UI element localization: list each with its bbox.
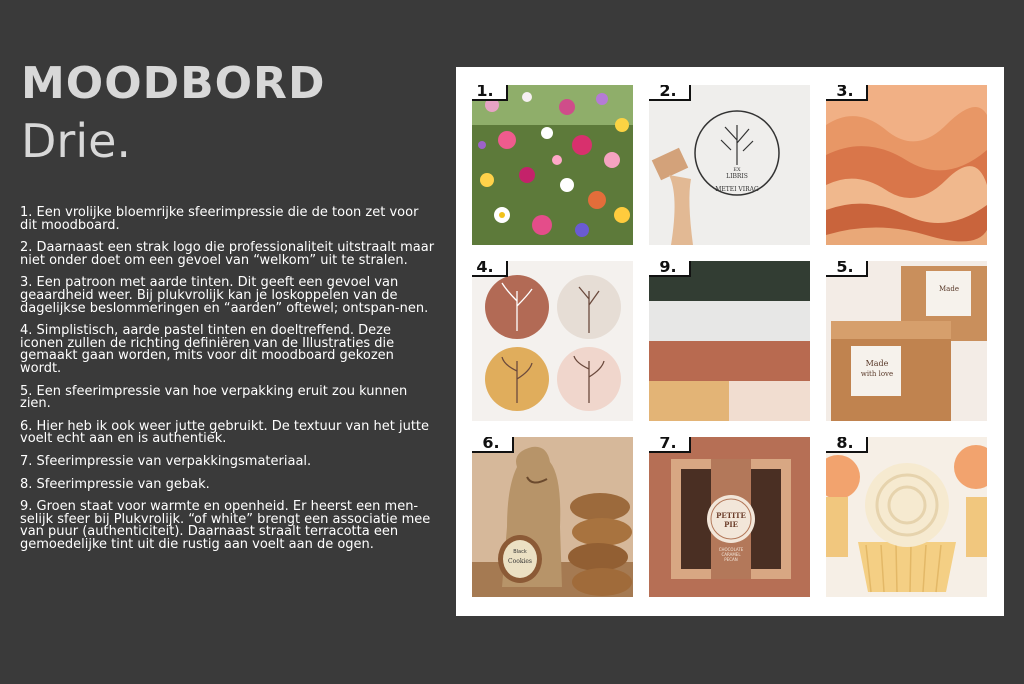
note-9: 9. Groen staat voor warmte en openheid. Er heerst een men-selijk sfeer bij Plukvrolijk. “of white” brengt een associatie mee van puur (authenticiteit). Daarnaast straalt terracotta een gemoedelijke tint uit die rustig aan voelt aan de ogen. xyxy=(20,499,431,552)
cupcakes-illustration xyxy=(826,437,987,597)
note-3: 3. Een patroon met aarde tinten. Dit geeft een gevoel van geaardheid weer. Bij plukvrolijk kan je loskoppelen van de dagelijkse beslommeringen en “aarden” oftewel; ontspan-nen. xyxy=(20,275,429,316)
palette-swatch-terracotta xyxy=(649,341,810,381)
moodboard-grid xyxy=(456,67,1004,616)
tile-pie-box-image xyxy=(649,437,810,597)
tile-label-7: 7. xyxy=(649,437,691,453)
tile-label-6: 6. xyxy=(472,437,514,453)
tile-label-9: 9. xyxy=(649,261,691,277)
tile-flowers-image xyxy=(472,85,633,245)
tile-icons-image xyxy=(472,261,633,421)
logo-text-1: EX xyxy=(733,167,741,173)
tile-palette xyxy=(649,261,810,421)
pie-flavor-text: CHOCOLATE CARAMEL PECAN xyxy=(718,547,744,562)
tile-cupcakes-image xyxy=(826,437,987,597)
tile-packaging-image xyxy=(826,261,987,421)
pie-brand-text: PETITE PIE xyxy=(716,511,746,529)
tag-text-1: Black xyxy=(513,549,527,555)
pastel-icons-illustration xyxy=(472,261,633,421)
tile-label-4: 4. xyxy=(472,261,508,277)
palette-swatch-ochre xyxy=(649,381,729,421)
note-5: 5. Een sfeerimpressie van hoe verpakking eruit zou kunnen zien. xyxy=(20,383,408,412)
tile-logo-image xyxy=(649,85,810,245)
note-1: 1. Een vrolijke bloemrijke sfeerimpressie die de toon zet voor dit moodboard. xyxy=(20,205,419,233)
tile-label-3: 3. xyxy=(826,85,868,101)
tile-earth-pattern-image xyxy=(826,85,987,245)
tag-text-2: Cookies xyxy=(508,558,532,565)
notes-list xyxy=(20,207,435,561)
box-text-2: with love xyxy=(860,370,894,378)
jute-cookies-illustration xyxy=(472,437,633,597)
note-6: 6. Hier heb ik ook weer jutte gebruikt. De textuur van het jutte voelt echt aan en is authentiek. xyxy=(20,418,430,447)
tile-jute-image xyxy=(472,437,633,597)
logo-text-2: LIBRIS xyxy=(726,173,748,180)
box-text-top: Made xyxy=(939,285,959,293)
earth-waves-illustration xyxy=(826,85,987,245)
logo-text-3: METEI VIRAG xyxy=(715,186,759,193)
note-2: 2. Daarnaast een strak logo die professionaliteit uitstraalt maar niet onder doet om een gevoel van “welkom” uit te stralen. xyxy=(20,240,435,268)
page-subtitle: Drie. xyxy=(21,114,132,168)
palette-swatch-blush xyxy=(729,381,810,421)
tile-label-8: 8. xyxy=(826,437,868,453)
palette-swatch-offwhite xyxy=(649,301,810,341)
flowers-illustration xyxy=(472,85,633,245)
note-7: 7. Sfeerimpressie van verpakkingsmateriaal. xyxy=(20,453,312,469)
page-title: MOODBORD xyxy=(21,58,326,109)
note-4: 4. Simplistisch, aarde pastel tinten en doeltreffend. Deze iconen zullen de richting definiëren van de Illustraties die gemaakt gaan worden, mits voor dit moodboard gekozen wordt. xyxy=(20,323,395,376)
tile-label-1: 1. xyxy=(472,85,508,101)
tile-label-2: 2. xyxy=(649,85,691,101)
box-text-1: Made xyxy=(865,359,889,368)
tile-label-5: 5. xyxy=(826,261,868,277)
logo-stamp-illustration xyxy=(649,85,810,245)
note-8: 8. Sfeerimpressie van gebak. xyxy=(20,476,210,492)
